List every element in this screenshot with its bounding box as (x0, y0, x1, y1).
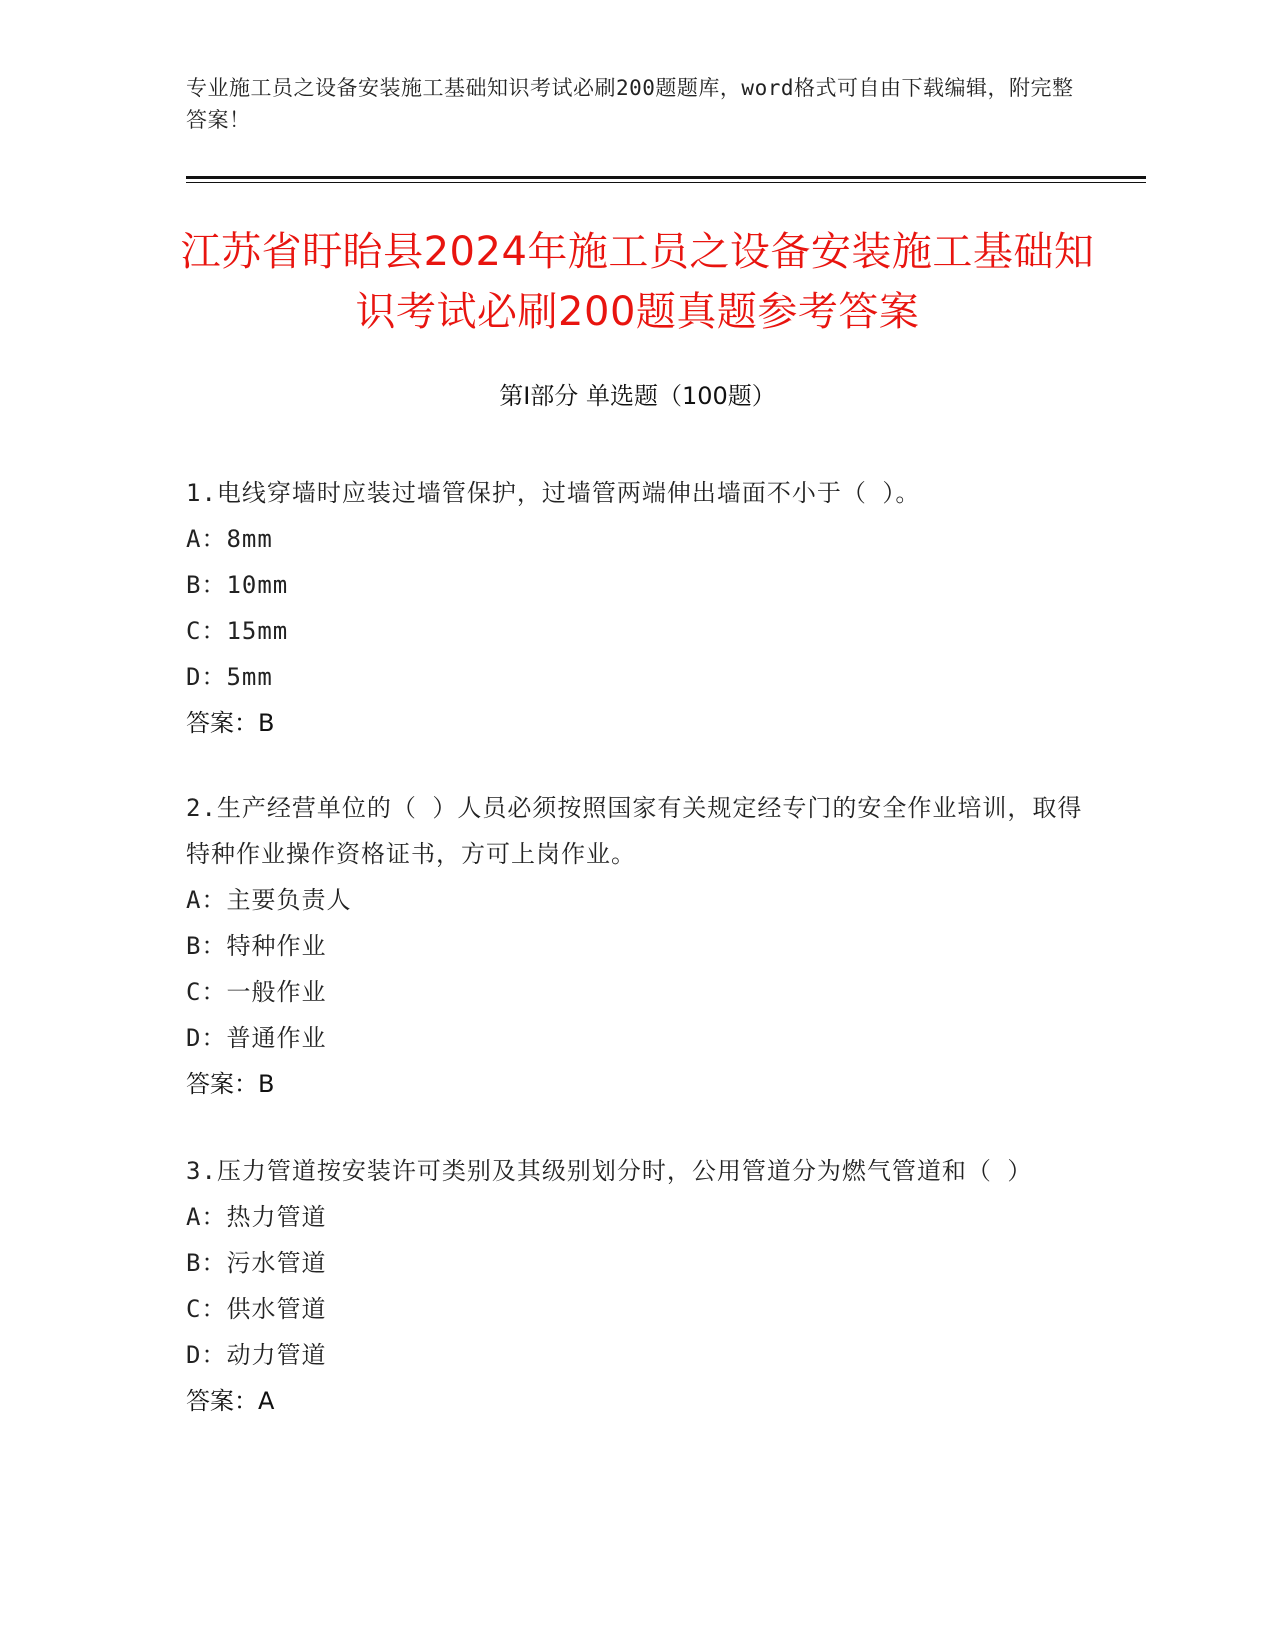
option-d: D：普通作业 (186, 1024, 327, 1052)
header-divider-thin (186, 182, 1146, 183)
question-stem: 3.压力管道按安装许可类别及其级别划分时，公用管道分为燃气管道和（ ） (186, 1157, 1033, 1185)
option-a: A：热力管道 (186, 1203, 327, 1231)
question-stem: 1.电线穿墙时应装过墙管保护，过墙管两端伸出墙面不小于（ ）。 (186, 479, 921, 507)
answer-line: 答案：B (186, 1070, 275, 1098)
header-divider-thick (186, 176, 1146, 179)
answer-line: 答案：B (186, 709, 275, 737)
option-d: D：动力管道 (186, 1341, 327, 1369)
option-c: C：供水管道 (186, 1295, 327, 1323)
option-b: B：污水管道 (186, 1249, 327, 1277)
option-d: D：5mm (186, 663, 273, 691)
option-a: A：主要负责人 (186, 886, 352, 914)
answer-line: 答案：A (186, 1387, 275, 1415)
document-title: 江苏省盱眙县2024年施工员之设备安装施工基础知识考试必刷200题真题参考答案 (180, 229, 1095, 335)
option-b: B：10mm (186, 571, 289, 599)
option-a: A：8mm (186, 525, 273, 553)
question-block (186, 1148, 1086, 1424)
section-title: 第I部分 单选题（100题） (499, 382, 776, 410)
question-stem: 2.生产经营单位的（ ）人员必须按照国家有关规定经专门的安全作业培训，取得特种作业操作资格证书，方可上岗作业。 (186, 794, 1083, 868)
option-b: B：特种作业 (186, 932, 327, 960)
header-note: 专业施工员之设备安装施工基础知识考试必刷200题题库，word格式可自由下载编辑，附完整答案！ (186, 76, 1074, 132)
option-c: C：一般作业 (186, 978, 327, 1006)
question-block (186, 785, 1086, 1107)
question-block (186, 470, 1086, 746)
option-c: C：15mm (186, 617, 289, 645)
